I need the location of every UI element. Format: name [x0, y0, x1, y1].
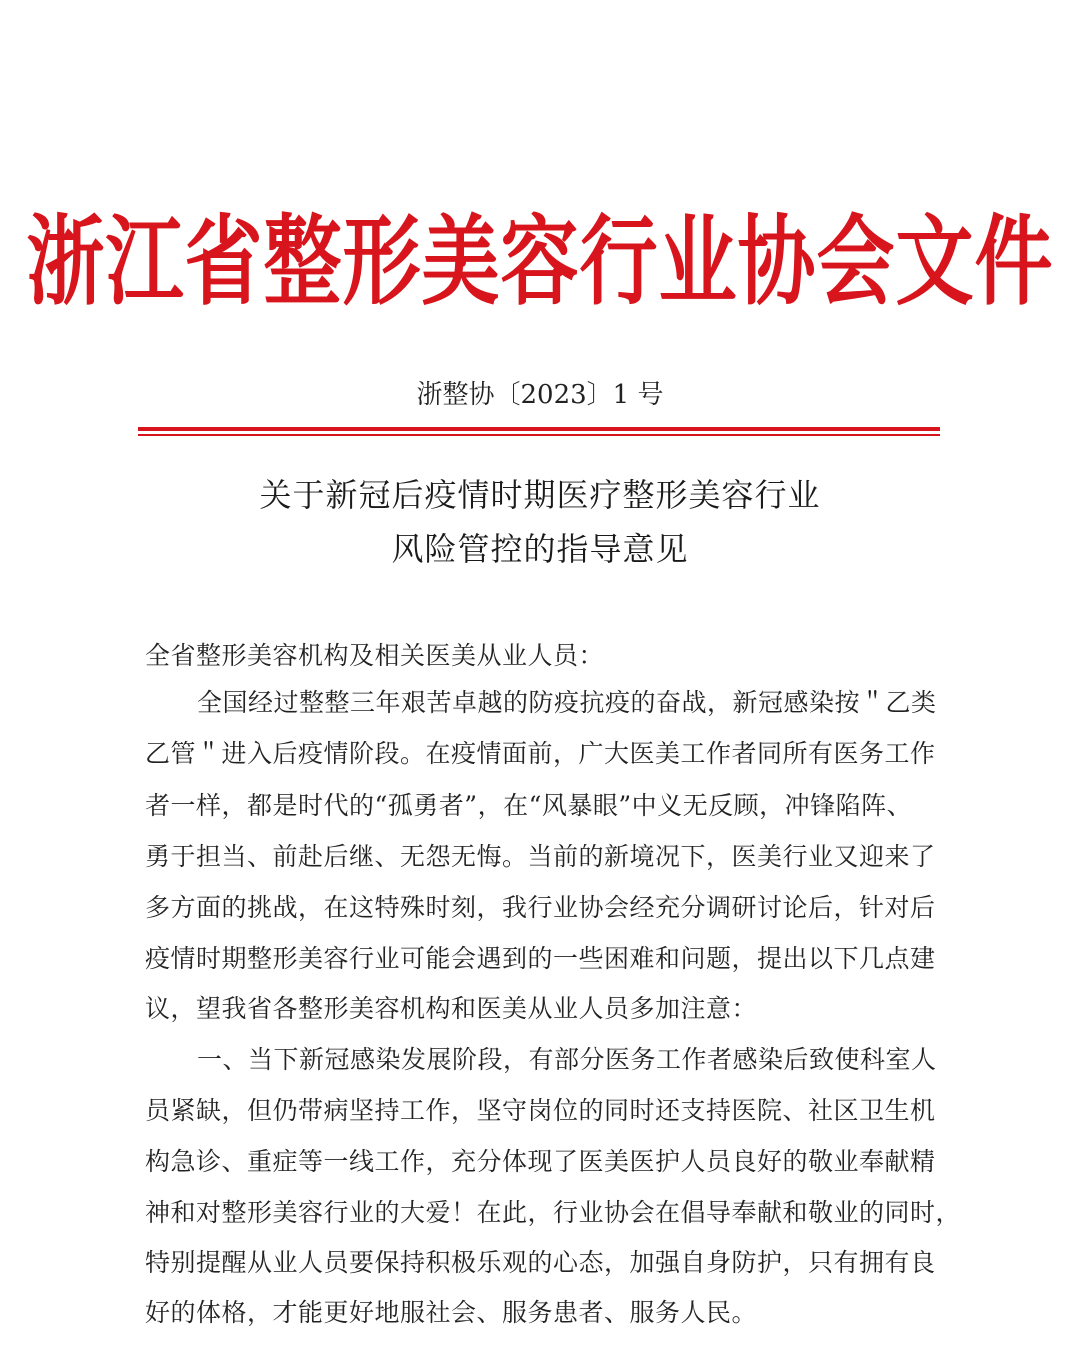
paragraph-1-line-2: 乙管＂进入后疫情阶段。在疫情面前，广大医美工作者同所有医务工作 [145, 739, 936, 768]
red-divider-thin [138, 434, 940, 436]
paragraph-1-line-5: 多方面的挑战，在这特殊时刻，我行业协会经充分调研讨论后，针对后 [145, 893, 936, 922]
paragraph-2-line-3: 构急诊、重症等一线工作，充分体现了医美医护人员良好的敬业奉献精 [145, 1147, 936, 1176]
paragraph-2-line-5: 特别提醒从业人员要保持积极乐观的心态，加强自身防护，只有拥有良 [145, 1248, 936, 1277]
paragraph-2-line-2: 员紧缺，但仍带病坚持工作，坚守岗位的同时还支持医院、社区卫生机 [145, 1096, 936, 1125]
document-title-line-2: 风险管控的指导意见 [391, 530, 689, 568]
paragraph-2-line-1: 一、当下新冠感染发展阶段，有部分医务工作者感染后致使科室人 [197, 1045, 937, 1074]
paragraph-2-line-4: 神和对整形美容行业的大爱！在此，行业协会在倡导奉献和敬业的同时， [145, 1198, 962, 1227]
paragraph-1-line-3: 者一样，都是时代的“孤勇者”，在“风暴眼”中义无反顾，冲锋陷阵、 [145, 791, 913, 820]
masthead-title: 浙江省整形美容行业协会文件 [26, 206, 1054, 320]
document-number: 浙整协〔2023〕1 号 [416, 380, 664, 410]
paragraph-1-line-1: 全国经过整整三年艰苦卓越的防疫抗疫的奋战，新冠感染按＂乙类 [197, 688, 937, 717]
red-divider-thick [138, 427, 940, 431]
paragraph-2-line-6: 好的体格，才能更好地服社会、服务患者、服务人民。 [145, 1298, 758, 1327]
document-title-line-1: 关于新冠后疫情时期医疗整形美容行业 [259, 476, 821, 514]
salutation: 全省整形美容机构及相关医美从业人员： [145, 641, 605, 670]
paragraph-1-line-4: 勇于担当、前赴后继、无怨无悔。当前的新境况下，医美行业又迎来了 [145, 842, 936, 871]
paragraph-1-line-7: 议，望我省各整形美容机构和医美从业人员多加注意： [145, 994, 758, 1023]
paragraph-1-line-6: 疫情时期整形美容行业可能会遇到的一些困难和问题，提出以下几点建 [145, 944, 936, 973]
